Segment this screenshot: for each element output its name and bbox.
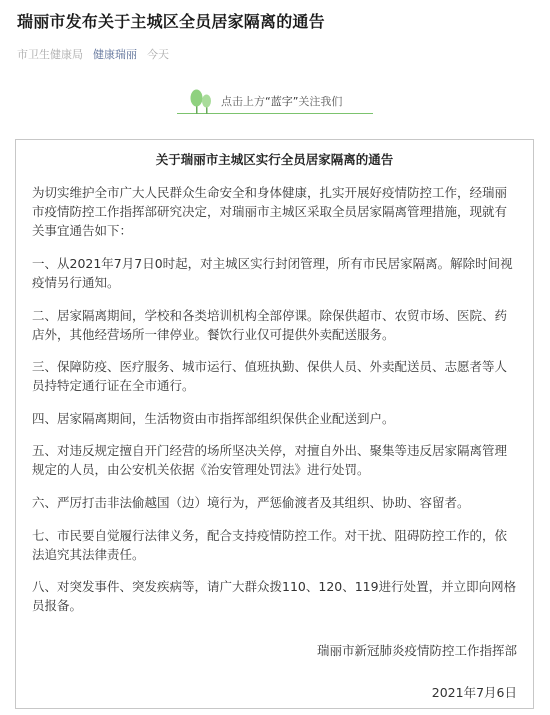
follow-text-after: 关注我们 (298, 95, 343, 108)
follow-text (221, 93, 342, 109)
notice-paragraph-1 (32, 254, 520, 292)
notice-paragraph-4 (32, 409, 520, 428)
notice-paragraph-8 (32, 577, 520, 615)
notice-paragraph-7 (32, 526, 520, 564)
notice-date: 2021年7月6日 (431, 685, 517, 700)
notice-paragraph-5 (32, 441, 520, 479)
article-title: 瑞丽市发布关于主城区全员居家隔离的通告 (17, 12, 325, 31)
follow-text-highlight: “蓝字” (265, 95, 299, 108)
notice-line: 八、对突发事件、突发疾病等，请广大群众拨110、120、119进行处置，并立即向网格 (32, 579, 517, 594)
notice-line: 员持特定通行证在全市通行。 (32, 378, 195, 393)
notice-signature: 瑞丽市新冠肺炎疫情防控工作指挥部 (316, 643, 517, 658)
tree-icon (187, 89, 217, 115)
notice-line: 疫情另行通知。 (32, 275, 120, 290)
notice-box (15, 139, 534, 709)
notice-line: 店外，其他经营场所一律停业。餐饮行业仅可提供外卖配送服务。 (32, 327, 395, 342)
article-source: 市卫生健康局 (17, 48, 83, 61)
notice-line: 规定的人员，由公安机关依据《治安管理处罚法》进行处罚。 (32, 462, 370, 477)
notice-line: 四、居家隔离期间，生活物资由市指挥部组织保供企业配送到户。 (32, 411, 395, 426)
notice-paragraph-intro (32, 183, 520, 240)
follow-banner (177, 89, 373, 115)
notice-line: 一、从2021年7月7日0时起，对主城区实行封闭管理，所有市民居家隔离。解除时间视 (32, 256, 513, 271)
notice-paragraph-2 (32, 306, 520, 344)
notice-line: 五、对违反规定擅自开门经营的场所坚决关停，对擅自外出、聚集等违反居家隔离管理 (32, 443, 508, 458)
notice-line: 为切实维护全市广大人民群众生命安全和身体健康，扎实开展好疫情防控工作，经瑞丽 (32, 185, 508, 200)
publish-date: 今天 (147, 48, 169, 61)
notice-title: 关于瑞丽市主城区实行全员居家隔离的通告 (155, 152, 394, 167)
notice-line: 三、保障防疫、医疗服务、城市运行、值班执勤、保供人员、外卖配送员、志愿者等人 (32, 359, 508, 374)
notice-line: 员报备。 (32, 598, 83, 613)
notice-line: 六、严厉打击非法偷越国（边）境行为，严惩偷渡者及其组织、协助、容留者。 (32, 495, 470, 510)
notice-line: 关事宜通告如下： (32, 223, 133, 238)
follow-text-before: 点击上方 (221, 95, 265, 108)
notice-line: 二、居家隔离期间，学校和各类培训机构全部停课。除保供超市、农贸市场、医院、药 (32, 308, 508, 323)
notice-line: 市疫情防控工作指挥部研究决定，对瑞丽市主城区采取全员居家隔离管理措施，现就有 (32, 204, 508, 219)
notice-line: 七、市民要自觉履行法律义务，配合支持疫情防控工作。对干扰、阻碍防控工作的，依 (32, 528, 508, 543)
account-link[interactable]: 健康瑞丽 (93, 48, 137, 61)
notice-paragraph-6 (32, 493, 520, 512)
notice-line: 法追究其法律责任。 (32, 547, 145, 562)
article-meta (17, 46, 169, 62)
notice-paragraph-3 (32, 357, 520, 395)
